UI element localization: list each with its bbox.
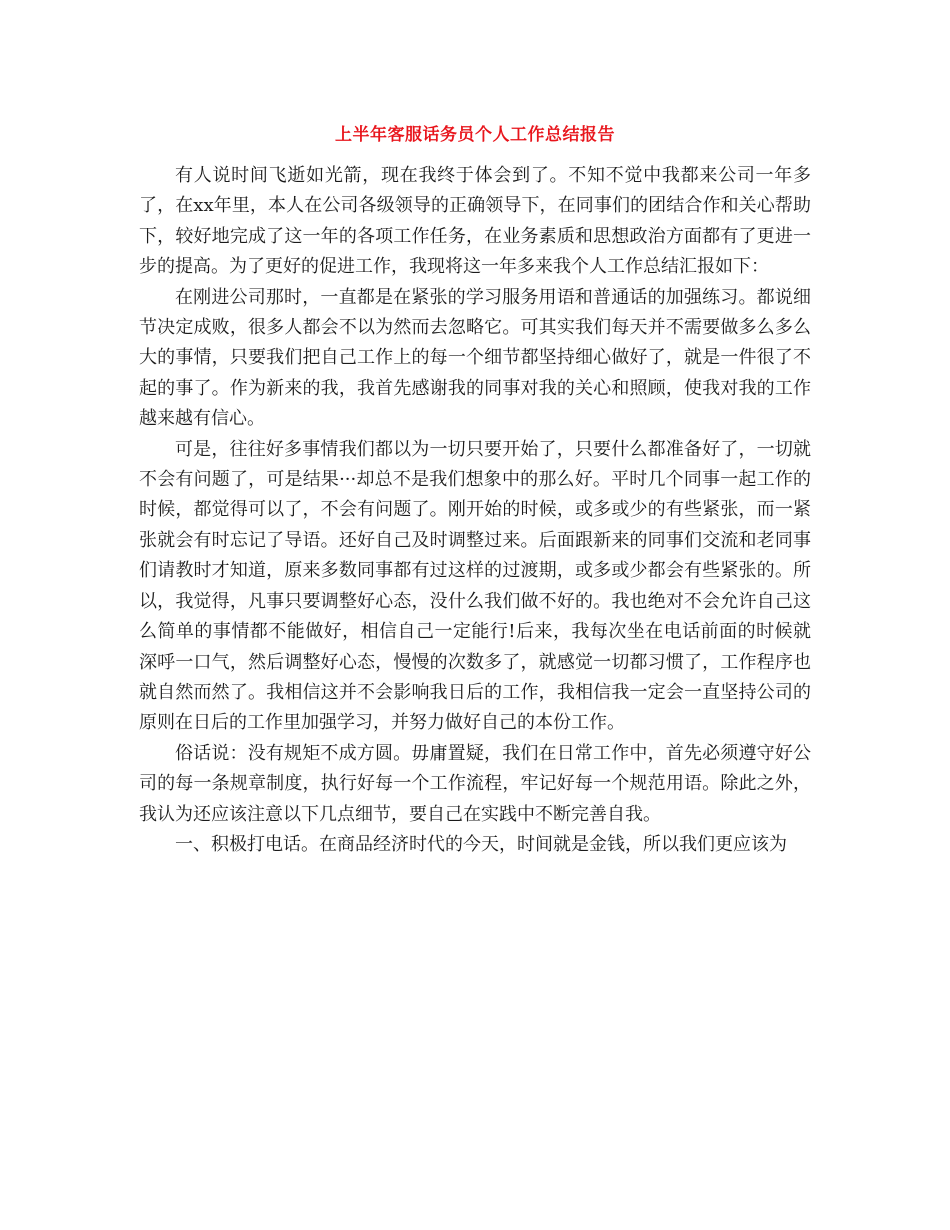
paragraph: 在刚进公司那时，一直都是在紧张的学习服务用语和普通话的加强练习。都说细节决定成败，很多人都会不以为然而去忽略它。可其实我们每天并不需要做多么多么大的事情，只要我们把自己工作上的每一个细节都坚持细心做好了，就是一件很了不起的事了。作为新来的我，我首先感谢我的同事对我的关心和照顾，使我对我的工作越来越有信心。 bbox=[139, 286, 811, 430]
paragraph: 有人说时间飞逝如光箭，现在我终于体会到了。不知不觉中我都来公司一年多了，在xx年里，本人在公司各级领导的正确领导下，在同事们的团结合作和关心帮助下，较好地完成了这一年的各项工作任务，在业务素质和思想政治方面都有了更进一步的提高。为了更好的促进工作，我现将这一年多来我个人工作总结汇报如下： bbox=[139, 165, 811, 278]
paragraph: 可是，往往好多事情我们都以为一切只要开始了，只要什么都准备好了，一切就不会有问题了，可是结果···却总不是我们想象中的那么好。平时几个同事一起工作的时候，都觉得可以了，不会有问题了。刚开始的时候，或多或少的有些紧张，而一紧张就会有时忘记了导语。还好自己及时调整过来。后面跟新来的同事们交流和老同事们请教时才知道，原来多数同事都有过这样的过渡期，或多或少都会有些紧张的。所以，我觉得，凡事只要调整好心态，没什么我们做不好的。我也绝对不会允许自己这么简单的事情都不能做好，相信自己一定能行!后来，我每次坐在电话前面的时候就深呼一口气，然后调整好心态，慢慢的次数多了，就感觉一切都习惯了，工作程序也就自然而然了。我相信这并不会影响我日后的工作，我相信我一定会一直坚持公司的原则在日后的工作里加强学习，并努力做好自己的本份工作。 bbox=[139, 438, 811, 734]
document-title: 上半年客服话务员个人工作总结报告 bbox=[335, 125, 615, 145]
paragraph: 俗话说：没有规矩不成方圆。毋庸置疑，我们在日常工作中，首先必须遵守好公司的每一条规章制度，执行好每一个工作流程，牢记好每一个规范用语。除此之外，我认为还应该注意以下几点细节，要自己在实践中不断完善自我。 bbox=[139, 742, 811, 825]
paragraph: 一、积极打电话。在商品经济时代的今天，时间就是金钱，所以我们更应该为 bbox=[175, 833, 787, 855]
document-body bbox=[139, 161, 811, 860]
